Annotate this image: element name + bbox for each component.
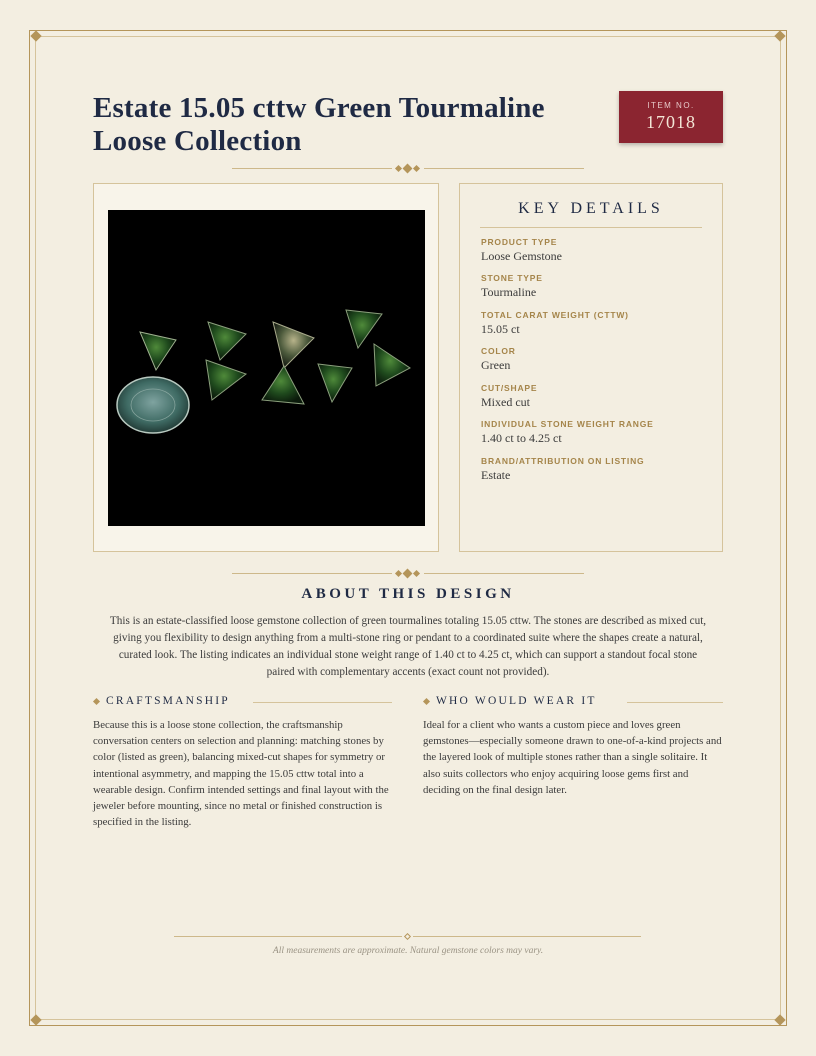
about-divider — [232, 568, 584, 580]
page-title: Estate 15.05 cttw Green Tourmaline Loose Collection — [93, 92, 545, 157]
detail-label: TOTAL CARAT WEIGHT (CTTW) — [481, 310, 629, 320]
detail-value: 15.05 ct — [481, 322, 520, 336]
diamond-bullet-icon — [93, 698, 100, 705]
craftsmanship-heading: CRAFTSMANSHIP — [106, 695, 230, 707]
detail-value: 1.40 ct to 4.25 ct — [481, 431, 562, 445]
wearer-header — [423, 695, 723, 709]
detail-value: Estate — [481, 468, 511, 482]
detail-cut-shape — [481, 383, 711, 410]
detail-value: Tourmaline — [481, 285, 537, 299]
detail-label: CUT/SHAPE — [481, 383, 538, 393]
detail-label: STONE TYPE — [481, 273, 543, 283]
gemstones-illustration — [108, 210, 425, 526]
detail-brand-attribution — [481, 456, 711, 483]
detail-value: Green — [481, 358, 511, 372]
product-photo — [108, 210, 425, 526]
key-details-panel — [459, 183, 723, 552]
craftsmanship-header — [93, 695, 392, 709]
detail-product-type — [481, 237, 711, 264]
about-heading: ABOUT THIS DESIGN — [301, 586, 515, 602]
title-divider — [232, 163, 584, 175]
craftsmanship-text: Because this is a loose stone collection, the craftsmanship conversation centers on selection and planning: matching stones by color (listed as green), balancing mixed-cut shapes for symmetry or intentional asymmetry, and mapping the 15.05 cttw total into a wearable design. Confirm intended settings and final layout with the jeweler before mounting, since no metal or finished construction is specified in the listing. — [93, 719, 389, 829]
item-number-label: ITEM NO. — [647, 101, 695, 110]
detail-label: INDIVIDUAL STONE WEIGHT RANGE — [481, 419, 654, 429]
product-image-panel — [93, 183, 439, 552]
wearer-text: Ideal for a client who wants a custom piece and loves green gemstones—especially someone drawn to one-of-a-kind projects and the layered look of multiple stones rather than a single solitaire. It also suits collectors who enjoy acquiring loose gems first and deciding on the final design later. — [423, 719, 722, 796]
detail-label: COLOR — [481, 346, 516, 356]
detail-stone-weight-range — [481, 419, 711, 446]
detail-color — [481, 346, 711, 373]
detail-value: Loose Gemstone — [481, 249, 562, 263]
footer-divider — [174, 931, 641, 943]
wearer-heading: WHO WOULD WEAR IT — [436, 695, 597, 707]
about-text: This is an estate-classified loose gemstone collection of green tourmalines totaling 15.05 cttw. The stones are described as mixed cut, giving you flexibility to design anything from a multi-stone ring or pendant to a coordinated suite where the shapes create a natural, curated look. The listing indicates an individual stone weight range of 1.40 ct to 4.25 ct, which can support a standout focal stone paired with complementary accents (exact count not provided). — [109, 615, 707, 678]
detail-value: Mixed cut — [481, 395, 530, 409]
item-number-badge — [619, 91, 723, 143]
detail-stone-type — [481, 273, 711, 300]
detail-label: BRAND/ATTRIBUTION ON LISTING — [481, 456, 645, 466]
detail-label: PRODUCT TYPE — [481, 237, 558, 247]
item-number-value: 17018 — [646, 112, 696, 132]
diamond-bullet-icon — [423, 698, 430, 705]
footer-note: All measurements are approximate. Natural gemstone colors may vary. — [272, 946, 544, 956]
key-details-heading: KEY DETAILS — [480, 200, 702, 228]
detail-total-carat-weight — [481, 310, 711, 337]
